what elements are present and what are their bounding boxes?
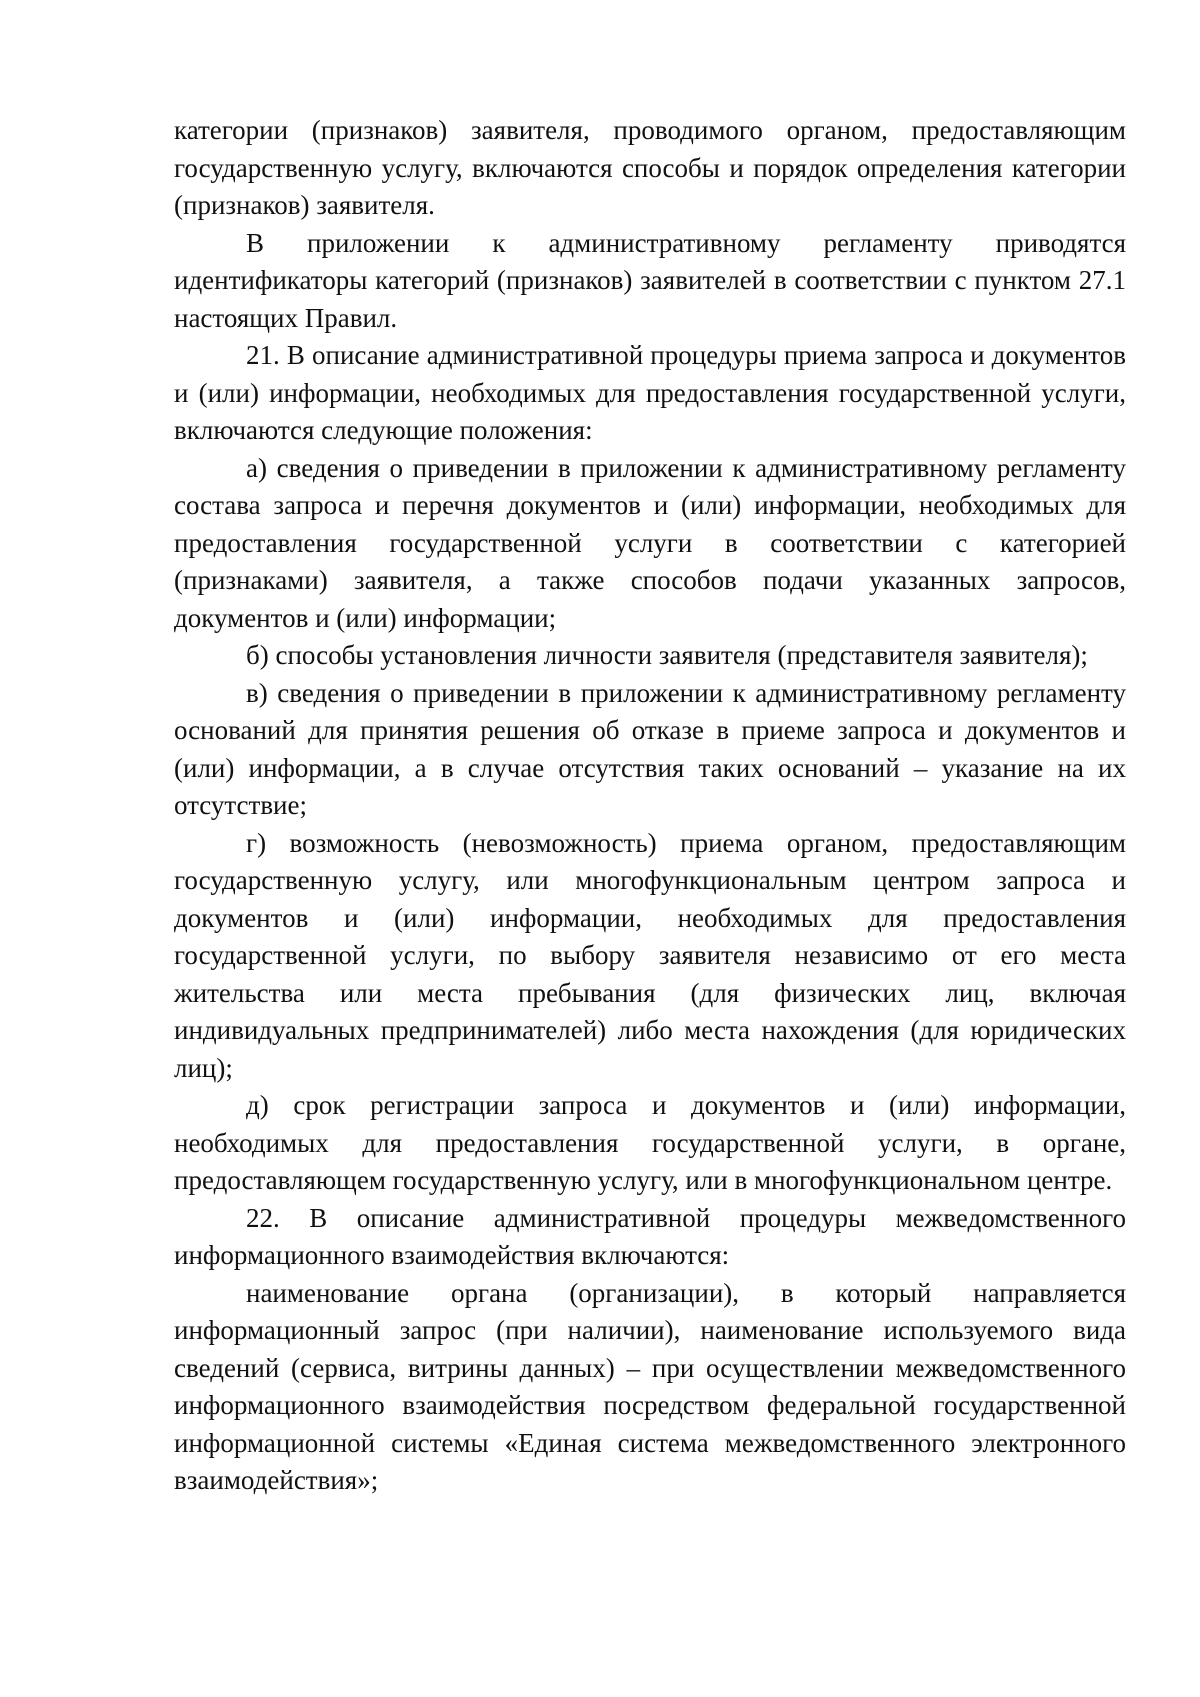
paragraph-21-a: а) сведения о приведении в приложении к административному регламенту состава запроса и перечня документов и (или) информации, необходимых для предоставления государственной услуги в соответствии с категорией (признаками) заявителя, а также способов подачи указанных запросов, документов и (или) информации; bbox=[174, 452, 1126, 633]
document-body bbox=[174, 112, 1126, 1500]
paragraph-21-b: б) способы установления личности заявителя (представителя заявителя); bbox=[246, 640, 1088, 670]
paragraph-22: 22. В описание административной процедуры межведомственного информационного взаимодействия включаются: bbox=[174, 1202, 1126, 1270]
paragraph-21: 21. В описание административной процедуры приема запроса и документов и (или) информации, необходимых для предоставления государственной услуги, включаются следующие положения: bbox=[174, 340, 1126, 445]
paragraph-21-g: г) возможность (невозможность) приема органом, предоставляющим государственную услугу, или многофункциональным центром запроса и документов и (или) информации, необходимых для предоставления государственной услуги, по выбору заявителя независимо от его места жительства или места пребывания (для физических лиц, включая индивидуальных предпринимателей) либо места нахождения (для юридических лиц); bbox=[174, 827, 1126, 1083]
paragraph-21-v: в) сведения о приведении в приложении к административному регламенту оснований для принятия решения об отказе в приеме запроса и документов и (или) информации, а в случае отсутствия таких оснований – указание на их отсутствие; bbox=[174, 677, 1126, 820]
paragraph-22-item: наименование органа (организации), в который направляется информационный запрос (при наличии), наименование используемого вида сведений (сервиса, витрины данных) – при осуществлении межведомственного информационного взаимодействия посредством федеральной государственной информационной системы «Единая система межведомственного электронного взаимодействия»; bbox=[174, 1277, 1126, 1495]
paragraph-continuation: категории (признаков) заявителя, проводимого органом, предоставляющим государственную услугу, включаются способы и порядок определения категории (признаков) заявителя. bbox=[174, 115, 1126, 220]
paragraph-21-d: д) срок регистрации запроса и документов и (или) информации, необходимых для предоставления государственной услуги, в органе, предоставляющем государственную услугу, или в многофункциональном центре. bbox=[174, 1090, 1126, 1195]
paragraph-appendix-identifiers: В приложении к административному регламенту приводятся идентификаторы категорий (признаков) заявителей в соответствии с пунктом 27.1 настоящих Правил. bbox=[174, 227, 1126, 333]
